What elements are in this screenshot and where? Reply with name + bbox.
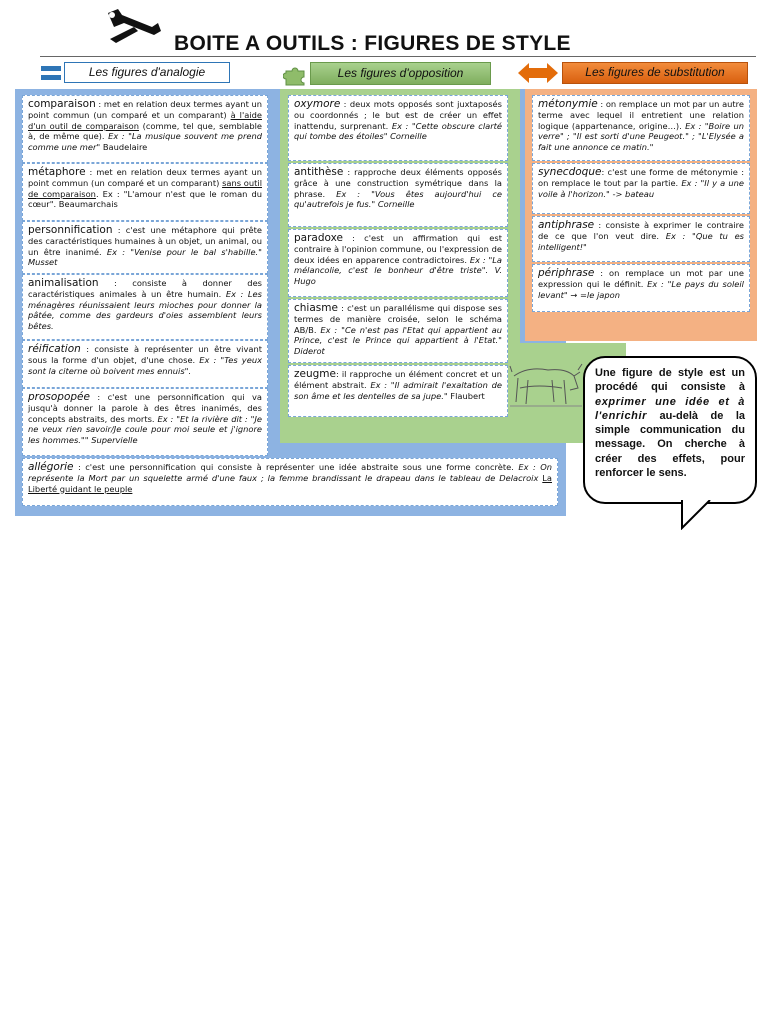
definition-chiasme: chiasme : c'est un parallélisme qui dispose ses termes de manière croisée, selon le schéma AB/B. Ex : "Ce n'est pas l'Etat qui appartient au Prince, c'est le Prince qui appartient à l'Etat." Diderot: [288, 299, 508, 363]
header-opposition: Les figures d'opposition: [310, 62, 491, 85]
header-analogie: Les figures d'analogie: [64, 62, 230, 83]
equals-icon: [41, 64, 61, 82]
oxen-illustration: [508, 358, 584, 412]
definition-reification: réification : consiste à représenter un être vivant sous la forme d'un objet, d'une chose. Ex : "Tes yeux sont la citerne où boivent mes ennuis".: [22, 340, 268, 388]
definition-zeugme: zeugme: il rapproche un élément concret et un élément abstrait. Ex : "Il admirait l'exaltation de son âme et les dentelles de sa jupe." Flaubert: [288, 365, 508, 417]
definition-prosopopee: prosopopée : c'est une personnification qui va jusqu'à donner la parole à des êtres inanimés, des concepts abstraits, des morts. Ex : "Et la rivière dit : "Je ne veux rien savoir/Je coule pour moi seule et j'ignore les hommes."" Supervielle: [22, 388, 268, 456]
definition-periphrase: périphrase : on remplace un mot par une expression qui le définit. Ex : "Le pays du soleil levant" → =le japon: [532, 264, 750, 312]
definition-bubble: Une figure de style est un procédé qui consiste à exprimer une idée et à l'enrichir au-delà de la simple communication du message. On cherche à créer des effets, pour renforcer le sens.: [583, 356, 757, 504]
double-arrow-icon: [518, 62, 558, 84]
definition-paradoxe: paradoxe : c'est un affirmation qui est contraire à l'opinion commune, ou l'expression de deux idées en apparence contradictoires. Ex : "La mélancolie, c'est le bonheur d'être triste". V. Hugo: [288, 229, 508, 297]
definition-antithese: antithèse : rapproche deux éléments opposés grâce à une construction symétrique dans la phrase. Ex : "Vous êtes aujourd'hui ce qu'autrefois je fus." Corneille: [288, 163, 508, 227]
definition-comparaison: comparaison : met en relation deux termes ayant un point commun (un comparé et un comparant) à l'aide d'un outil de comparaison (comme, tel que, semblable à, de même que). Ex : "La musique souvent me prend comme une mer" Baudelaire: [22, 95, 268, 163]
bubble-tail: [680, 500, 720, 530]
wrench-icon: [104, 5, 162, 45]
definition-antiphrase: antiphrase : consiste à exprimer le contraire de ce que l'on veut dire. Ex : "Que tu es intelligent!": [532, 216, 750, 262]
title-divider: [40, 56, 756, 57]
definition-synecdoque: synecdoque: c'est une forme de métonymie : on remplace le tout par la partie. Ex : "Il y a une voile à l'horizon." -> bateau: [532, 163, 750, 214]
puzzle-icon: [283, 63, 307, 87]
header-substitution: Les figures de substitution: [562, 62, 748, 84]
definition-allegorie: allégorie : c'est une personnification qui consiste à représenter une idée abstraite sous une forme concrète. Ex : On représente la Mort par un squelette armé d'une faux ; la femme brandissant le drapeau dans le tableau de Delacroix La Liberté guidant le peuple: [22, 458, 558, 506]
page-title: BOITE A OUTILS : FIGURES DE STYLE: [174, 32, 571, 55]
definition-personnification: personnification : c'est une métaphore qui prête des caractéristiques humaines à un objet, un animal, ou un être inanimé. Ex : "Venise pour le bal s'habille." Musset: [22, 221, 268, 274]
definition-metaphore: métaphore : met en relation deux termes ayant un point commun (un comparé et un comparant) sans outil de comparaison. Ex : "L'amour n'est que le roman du cœur". Beaumarchais: [22, 163, 268, 221]
definition-animalisation: animalisation : consiste à donner des caractéristiques animales à un être humain. Ex : Les ménagères réunissaient leurs mioches pour donner la pâtée, comme des gardeurs d'oies assemblent leurs bêtes.: [22, 274, 268, 340]
definition-metonymie: métonymie : on remplace un mot par un autre terme avec lequel il entretient une relation logique (appartenance, origine…). Ex : "Boire un verre" ; "Il est sorti d'une Peugeot." ; "L'Elysée a fait une annonce ce matin.": [532, 95, 750, 161]
definition-oxymore: oxymore : deux mots opposés sont juxtaposés ou coordonnés ; le but est de créer un effet inattendu, surprenant. Ex : "Cette obscure clarté qui tombe des étoiles" Corneille: [288, 95, 508, 161]
